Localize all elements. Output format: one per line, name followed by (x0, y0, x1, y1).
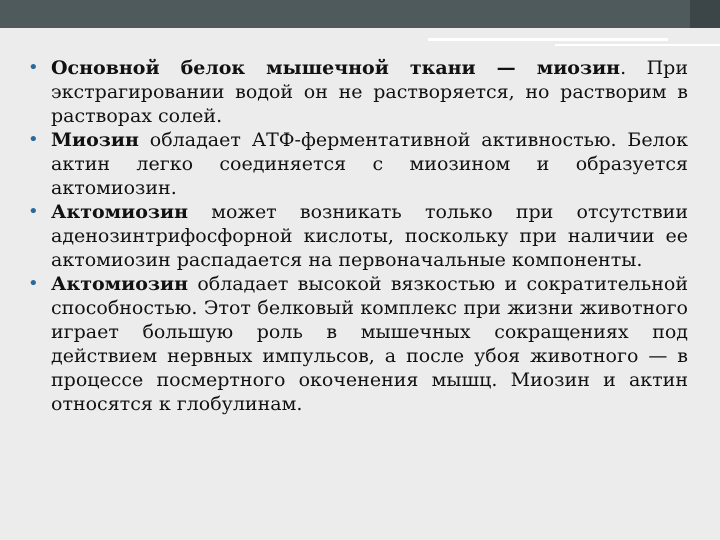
bullet-text: обладает АТФ-ферментативной активностью. Белок актин легко соединяется с миозином и образуется актомиозин. (51, 129, 688, 199)
bullet-bold-text: Миозин (51, 129, 139, 151)
bullet-bold-text: Актомиозин (51, 201, 189, 223)
decorative-rule (555, 44, 720, 46)
decorative-rule (428, 38, 668, 41)
bullet-bold-text: Актомиозин (51, 273, 189, 295)
header-bar-accent (690, 0, 720, 28)
bullet-icon: • (28, 57, 39, 78)
bullet-list (28, 56, 688, 416)
bullet-icon: • (28, 201, 39, 222)
bullet-text: . При экстрагировании водой он не растворяется, но растворим в растворах солей. (51, 57, 688, 127)
bullet-icon: • (28, 129, 39, 150)
bullet-item (28, 128, 688, 200)
bullet-text: может возникать только при отсутствии аденозинтрифосфорной кислоты, поскольку при наличии ее актомиозин распадается на первоначальные компоненты. (51, 201, 688, 271)
bullet-item (28, 272, 688, 416)
bullet-text: обладает высокой вязкостью и сократительной способностью. Этот белковый комплекс при жизни животного играет большую роль в мышечных сокращениях под действием нервных импульсов, а после убоя животного — в процессе посмертного окоченения мышц. Миозин и актин относятся к глобулинам. (51, 273, 688, 415)
bullet-icon: • (28, 273, 39, 294)
bullet-item (28, 56, 688, 128)
bullet-item (28, 200, 688, 272)
header-bar (0, 0, 720, 28)
bullet-bold-text: Основной белок мышечной ткани — миозин (51, 57, 621, 79)
